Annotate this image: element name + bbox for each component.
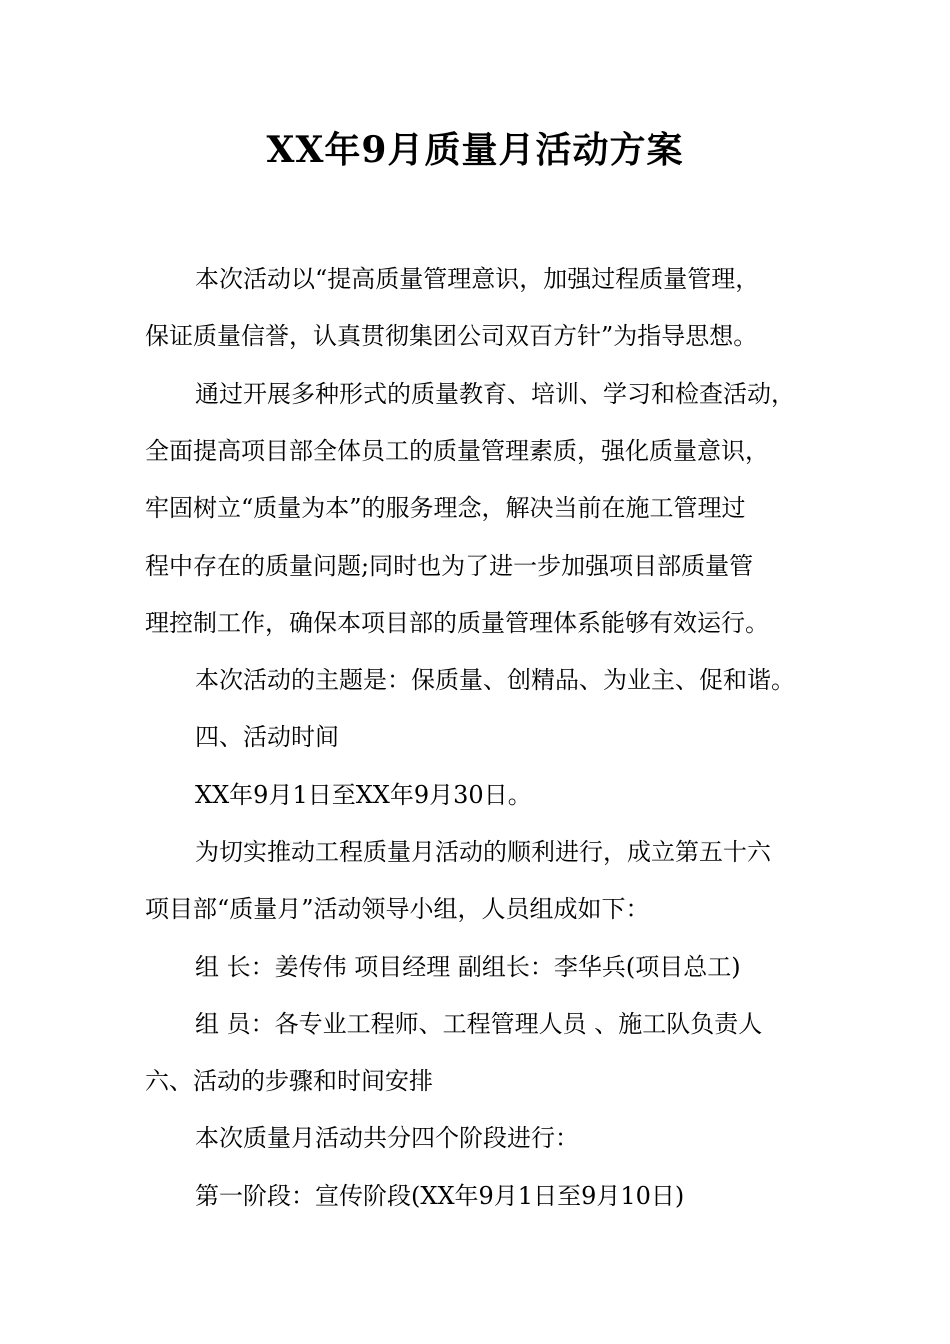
body-line-3: 通过开展多种形式的质量教育、培训、学习和检查活动， bbox=[195, 380, 795, 408]
body-line-6: 程中存在的质量问题;同时也为了进一步加强项目部质量管 bbox=[145, 552, 754, 580]
body-line-2: 保证质量信誉，认真贯彻集团公司双百方针”为指导思想。 bbox=[145, 322, 758, 350]
body-line-11: 为切实推动工程质量月活动的顺利进行，成立第五十六 bbox=[195, 838, 771, 866]
body-line-16: 本次质量月活动共分四个阶段进行： bbox=[195, 1124, 579, 1152]
body-line-7: 理控制工作，确保本项目部的质量管理体系能够有效运行。 bbox=[145, 609, 769, 637]
body-line-5: 牢固树立“质量为本”的服务理念，解决当前在施工管理过 bbox=[145, 494, 746, 522]
body-line-13: 组 长：姜传伟 项目经理 副组长：李华兵(项目总工) bbox=[195, 953, 741, 981]
body-line-17: 第一阶段：宣传阶段(XX年9月1日至9月10日) bbox=[195, 1182, 685, 1210]
body-line-12: 项目部“质量月”活动领导小组，人员组成如下： bbox=[145, 895, 650, 923]
body-line-4: 全面提高项目部全体员工的质量管理素质，强化质量意识， bbox=[145, 437, 769, 465]
body-line-1: 本次活动以“提高质量管理意识，加强过程质量管理， bbox=[195, 265, 760, 293]
section-heading-activity-time: 四、活动时间 bbox=[195, 723, 339, 751]
body-line-14: 组 员：各专业工程师、工程管理人员 、施工队负责人 bbox=[195, 1010, 763, 1038]
body-line-10: XX年9月1日至XX年9月30日。 bbox=[195, 781, 532, 809]
document-title: XX年9月质量月活动方案 bbox=[266, 129, 684, 171]
section-heading-steps: 六、活动的步骤和时间安排 bbox=[145, 1067, 433, 1095]
body-line-8: 本次活动的主题是：保质量、创精品、为业主、促和谐。 bbox=[195, 666, 795, 694]
